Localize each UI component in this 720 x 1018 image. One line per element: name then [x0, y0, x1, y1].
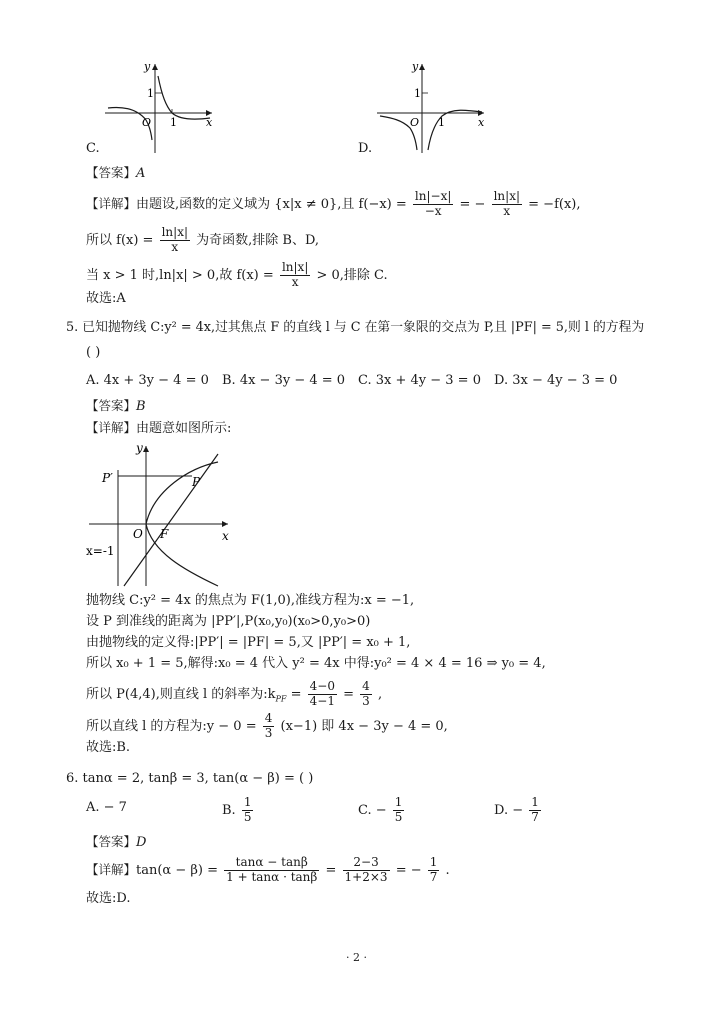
q4-line2-frac: $\frac{\ln|x|}{x}$: [161, 225, 189, 254]
q5-option-b[interactable]: B. 4x − 3y − 4 = 0: [222, 373, 346, 388]
q6-option-d-label: D. −: [494, 802, 524, 818]
q5-sol5-a: 所以 P(4,4),则直线 l 的斜率为:k: [86, 686, 276, 702]
q5-sol5-frac1: $\frac{4-0}{4-1}$: [309, 679, 335, 708]
graph-d-one-x: 1: [438, 116, 445, 129]
q6-option-c-label: C. −: [358, 802, 387, 818]
q6-answer-tag: 【答案】: [86, 834, 137, 849]
q4-detail-line3: [86, 261, 388, 290]
graph-c-label: C.: [86, 141, 100, 156]
q4-detail-line2: [86, 226, 319, 255]
q4-line1-b: = −f(x),: [528, 196, 581, 212]
q5-fig-x-label: x: [222, 529, 229, 543]
q5-sol6: [86, 712, 448, 741]
q6-stem: 6. tanα = 2, tanβ = 3, tan(α − β) = ( ): [66, 771, 314, 786]
q5-fig-y-label: y: [136, 441, 143, 455]
graph-c-y-label: y: [144, 60, 151, 73]
q4-answer-line: [86, 167, 145, 180]
graph-c-one-x: 1: [170, 116, 177, 129]
q4-line1-a: 由题设,函数的定义域为 {x|x ≠ 0},且 f(−x) =: [136, 196, 407, 212]
q5-conclusion: 故选:B.: [86, 740, 131, 755]
q6-option-d[interactable]: [494, 796, 543, 825]
q6-option-b-label: B.: [222, 802, 236, 818]
q5-sol6-b: (x−1) 即 4x − 3y − 4 = 0,: [280, 718, 448, 734]
q5-stem-line2: ( ): [86, 345, 101, 360]
q5-detail-intro-text: 由题意如图所示:: [136, 421, 232, 436]
graph-d-y-label: y: [412, 60, 419, 73]
q5-sol3: 由抛物线的定义得:|PP′| = |PF| = 5,又 |PP′| = x₀ + 1,: [86, 635, 411, 650]
q5-fig-origin: O: [133, 527, 143, 541]
q5-option-a[interactable]: A. 4x + 3y − 4 = 0: [86, 373, 209, 388]
q6-option-d-frac: $\frac{1}{7}$: [531, 795, 539, 824]
q6-answer: D: [136, 835, 147, 850]
q6-option-c-frac: $\frac{1}{5}$: [394, 795, 403, 824]
q6-det-frac3: $\frac{1}{7}$: [429, 855, 438, 884]
q5-stem-line1: 5. 已知抛物线 C:y² = 4x,过其焦点 F 的直线 l 与 C 在第一象限的交点为 P,且 |PF| = 5,则 l 的方程为: [66, 320, 645, 335]
graph-c-one-y: 1: [147, 87, 154, 100]
q4-line1-frac1: $\frac{\ln|-x|}{-x}$: [414, 189, 452, 218]
q5-detail-intro: [86, 422, 231, 435]
q6-detail-tag: 【详解】: [86, 861, 137, 877]
graph-d-x-label: x: [478, 116, 485, 129]
q5-option-d[interactable]: D. 3x − 4y − 3 = 0: [494, 373, 618, 388]
q6-option-b[interactable]: [222, 796, 255, 825]
q5-figure: [84, 440, 234, 588]
q5-fig-p-prime: P′: [102, 471, 113, 485]
q6-det-frac2: $\frac{2-3}{1+2\times 3}$: [344, 855, 388, 884]
graph-d-one-y: 1: [414, 87, 421, 100]
q5-answer: B: [136, 399, 146, 414]
q6-det-a: tan(α − β) =: [136, 862, 218, 878]
q5-answer-tag: 【答案】: [86, 398, 137, 413]
q5-sol5-b: ,: [377, 686, 383, 702]
q5-option-c[interactable]: C. 3x + 4y − 3 = 0: [358, 373, 481, 388]
q6-det-b: .: [445, 862, 450, 878]
q5-fig-directrix: x=-1: [86, 544, 115, 558]
q4-line1-frac2: $\frac{\ln|x|}{x}$: [493, 189, 521, 218]
q6-option-c[interactable]: [358, 796, 406, 825]
q4-detail-tag: 【详解】: [86, 195, 137, 211]
graph-d-svg: [372, 58, 492, 158]
page-number: · 2 ·: [346, 951, 367, 964]
q4-answer-tag: 【答案】: [86, 165, 137, 180]
q6-conclusion: 故选:D.: [86, 891, 131, 906]
q4-line1-eq1: = −: [459, 196, 486, 212]
q5-sol6-frac: $\frac{4}{3}$: [264, 711, 273, 740]
q6-det-frac1: $\frac{\tan\alpha - \tan\beta}{1 + \tan\alpha \cdot \tan\beta}$: [226, 855, 318, 884]
q6-det-eq2: = −: [395, 862, 422, 878]
q5-sol5-frac2: $\frac{4}{3}$: [362, 679, 370, 708]
q5-detail-tag: 【详解】: [86, 420, 137, 435]
q5-figure-svg: [84, 440, 234, 588]
q6-detail: [86, 856, 450, 885]
q5-sol5-eq2: =: [343, 686, 355, 702]
q5-fig-p: P: [192, 475, 201, 489]
q4-line2-b: 为奇函数,排除 B、D,: [196, 232, 320, 248]
q4-detail-line1: [86, 190, 581, 219]
q5-sol5-sub: PF: [275, 694, 287, 704]
q4-answer: A: [136, 166, 146, 181]
graph-c-x-label: x: [206, 116, 213, 129]
q4-line3-frac: $\frac{\ln|x|}{x}$: [281, 260, 309, 289]
graph-d-label: D.: [358, 141, 373, 156]
q5-sol4: 所以 x₀ + 1 = 5,解得:x₀ = 4 代入 y² = 4x 中得:y₀² = 4 × 4 = 16 ⇒ y₀ = 4,: [86, 656, 546, 671]
q6-det-eq: =: [325, 862, 337, 878]
graph-c-svg: [100, 58, 220, 158]
q4-conclusion: 故选:A: [86, 291, 126, 306]
q6-option-a[interactable]: A. − 7: [86, 800, 127, 815]
q5-sol1: 抛物线 C:y² = 4x 的焦点为 F(1,0),准线方程为:x = −1,: [86, 593, 415, 608]
graph-c: [100, 58, 220, 158]
q4-line3-b: > 0,排除 C.: [316, 267, 388, 283]
q6-option-b-frac: $\frac{1}{5}$: [243, 795, 252, 824]
q5-fig-focus: F: [160, 527, 169, 541]
q4-line2-a: 所以 f(x) =: [86, 232, 154, 248]
graph-d: [372, 58, 492, 158]
q5-sol2: 设 P 到准线的距离为 |PP′|,P(x₀,y₀)(x₀>0,y₀>0): [86, 614, 371, 629]
q5-sol5: [86, 680, 382, 709]
q5-answer-line: [86, 400, 146, 413]
q6-answer-line: [86, 836, 146, 849]
q5-sol6-a: 所以直线 l 的方程为:y − 0 =: [86, 718, 257, 734]
q5-sol5-eq: =: [290, 686, 302, 702]
graph-d-origin: O: [410, 116, 420, 129]
q4-line3-a: 当 x > 1 时,ln|x| > 0,故 f(x) =: [86, 267, 274, 283]
graph-c-origin: O: [142, 116, 152, 129]
